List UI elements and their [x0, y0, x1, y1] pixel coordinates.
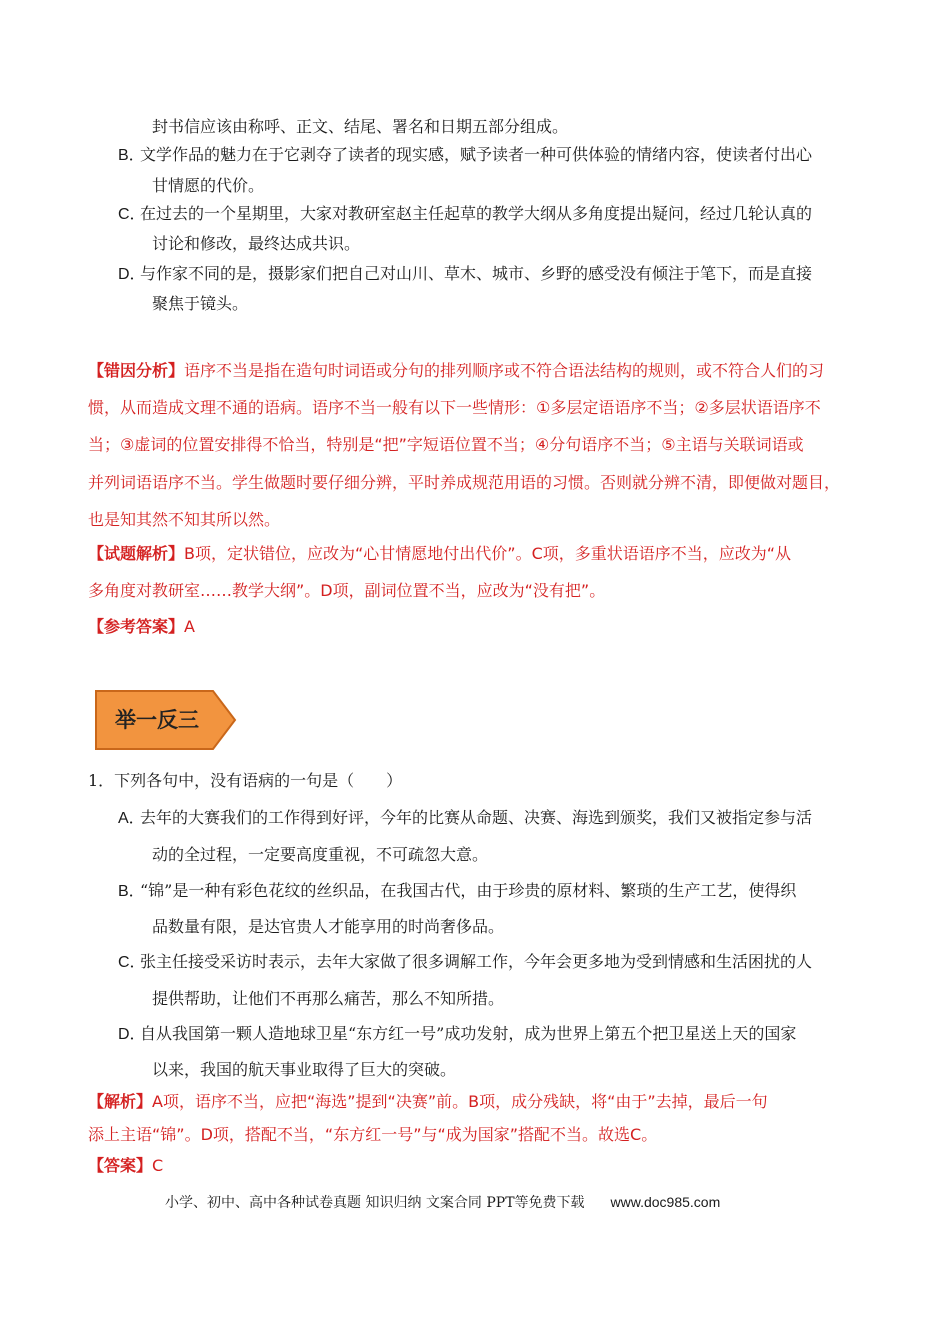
option-letter: B． — [118, 147, 145, 164]
error-analysis-label: 【错因分析】 — [88, 361, 185, 380]
option-letter: B． — [118, 883, 145, 900]
prev-option-b-cont: 甘情愿的代价。 — [152, 176, 265, 195]
reference-answer — [88, 616, 195, 638]
error-analysis-line-4: 并列词语语序不当。学生做题时要仔细分辨，平时养成规范用语的习惯。否则就分辨不清，即便做对题目， — [88, 473, 841, 492]
solution-line-2: 添上主语“锦”。D项，搭配不当，“东方红一号”与“成为国家”搭配不当。故选C。 — [88, 1125, 658, 1144]
reference-answer-value: A — [184, 617, 195, 636]
error-analysis-line-1 — [88, 360, 824, 382]
option-a-continuation: 封书信应该由称呼、正文、结尾、署名和日期五部分组成。 — [152, 117, 569, 136]
option-text: 与作家不同的是，摄影家们把自己对山川、草木、城市、乡野的感受没有倾注于笔下，而是直接 — [140, 264, 813, 283]
option-text: 在过去的一个星期里，大家对教研室赵主任起草的教学大纲从多角度提出疑问，经过几轮认真的 — [140, 204, 813, 223]
prev-option-c — [118, 203, 812, 226]
exercise-option-a-cont: 动的全过程，一定要高度重视，不可疏忽大意。 — [152, 845, 489, 864]
exercise-option-a — [118, 807, 812, 830]
option-text: 自从我国第一颗人造地球卫星“东方红一号”成功发射，成为世界上第五个把卫星送上天的国家 — [140, 1024, 797, 1043]
section-banner — [95, 690, 237, 750]
prev-option-d — [118, 263, 812, 286]
exercise-option-c-cont: 提供帮助，让他们不再那么痛苦，那么不知所措。 — [152, 989, 505, 1008]
explanation-text: B项，定状错位，应改为“心甘情愿地付出代价”。C项，多重状语语序不当，应改为“从 — [184, 544, 792, 563]
error-analysis-line-5: 也是知其然不知其所以然。 — [88, 510, 281, 529]
footer-text: 小学、初中、高中各种试卷真题 知识归纳 文案合同 PPT等免费下载 — [165, 1195, 585, 1211]
question-stem: 1．下列各句中，没有语病的一句是（ ） — [88, 771, 403, 790]
option-letter: D． — [118, 1026, 146, 1043]
solution-label: 【解析】 — [88, 1092, 153, 1111]
error-analysis-line-2: 惯，从而造成文理不通的语病。语序不当一般有以下一些情形：①多层定语语序不当；②多层状语语序不 — [88, 398, 821, 417]
reference-answer-label: 【参考答案】 — [88, 617, 185, 636]
error-analysis-text: 语序不当是指在造句时词语或分句的排列顺序或不符合语法结构的规则，或不符合人们的习 — [184, 361, 825, 380]
prev-option-d-cont: 聚焦于镜头。 — [152, 294, 249, 313]
footer-url[interactable]: www.doc985.com — [610, 1194, 721, 1210]
section-banner-title: 举一反三 — [115, 707, 199, 732]
option-text: 文学作品的魅力在于它剥夺了读者的现实感，赋予读者一种可供体验的情绪内容，使读者付出心 — [140, 145, 813, 164]
exercise-answer-value: C — [152, 1156, 164, 1175]
explanation-line-1 — [88, 543, 791, 565]
option-letter: C． — [118, 954, 146, 971]
exercise-option-c — [118, 951, 812, 974]
exercise-option-d — [118, 1023, 796, 1046]
page-footer — [165, 1192, 720, 1213]
exercise-answer — [88, 1155, 163, 1177]
solution-text: A项，语序不当，应把“海选”提到“决赛”前。B项，成分残缺，将“由于”去掉，最后一句 — [152, 1092, 768, 1111]
option-text: “锦”是一种有彩色花纹的丝织品，在我国古代，由于珍贵的原材料、繁琐的生产工艺，使得织 — [140, 881, 797, 900]
option-text: 张主任接受采访时表示，去年大家做了很多调解工作，今年会更多地为受到情感和生活困扰的人 — [140, 952, 813, 971]
error-analysis-line-3: 当；③虚词的位置安排得不恰当，特别是“把”字短语位置不当；④分句语序不当；⑤主语与关联词语或 — [88, 435, 804, 454]
option-letter: D． — [118, 266, 146, 283]
explanation-line-2: 多角度对教研室……教学大纲”。D项，副词位置不当，应改为“没有把”。 — [88, 581, 606, 600]
solution-line-1 — [88, 1091, 768, 1113]
explanation-label: 【试题解析】 — [88, 544, 185, 563]
exercise-option-b-cont: 品数量有限，是达官贵人才能享用的时尚奢侈品。 — [152, 917, 505, 936]
prev-option-b — [118, 144, 812, 167]
exercise-option-d-cont: 以来，我国的航天事业取得了巨大的突破。 — [152, 1060, 457, 1079]
option-letter: A． — [118, 810, 145, 827]
option-text: 去年的大赛我们的工作得到好评，今年的比赛从命题、决赛、海选到颁奖，我们又被指定参与活 — [140, 808, 813, 827]
exercise-option-b — [118, 880, 796, 903]
exercise-answer-label: 【答案】 — [88, 1156, 153, 1175]
prev-option-c-cont: 讨论和修改，最终达成共识。 — [152, 234, 361, 253]
option-letter: C． — [118, 206, 146, 223]
